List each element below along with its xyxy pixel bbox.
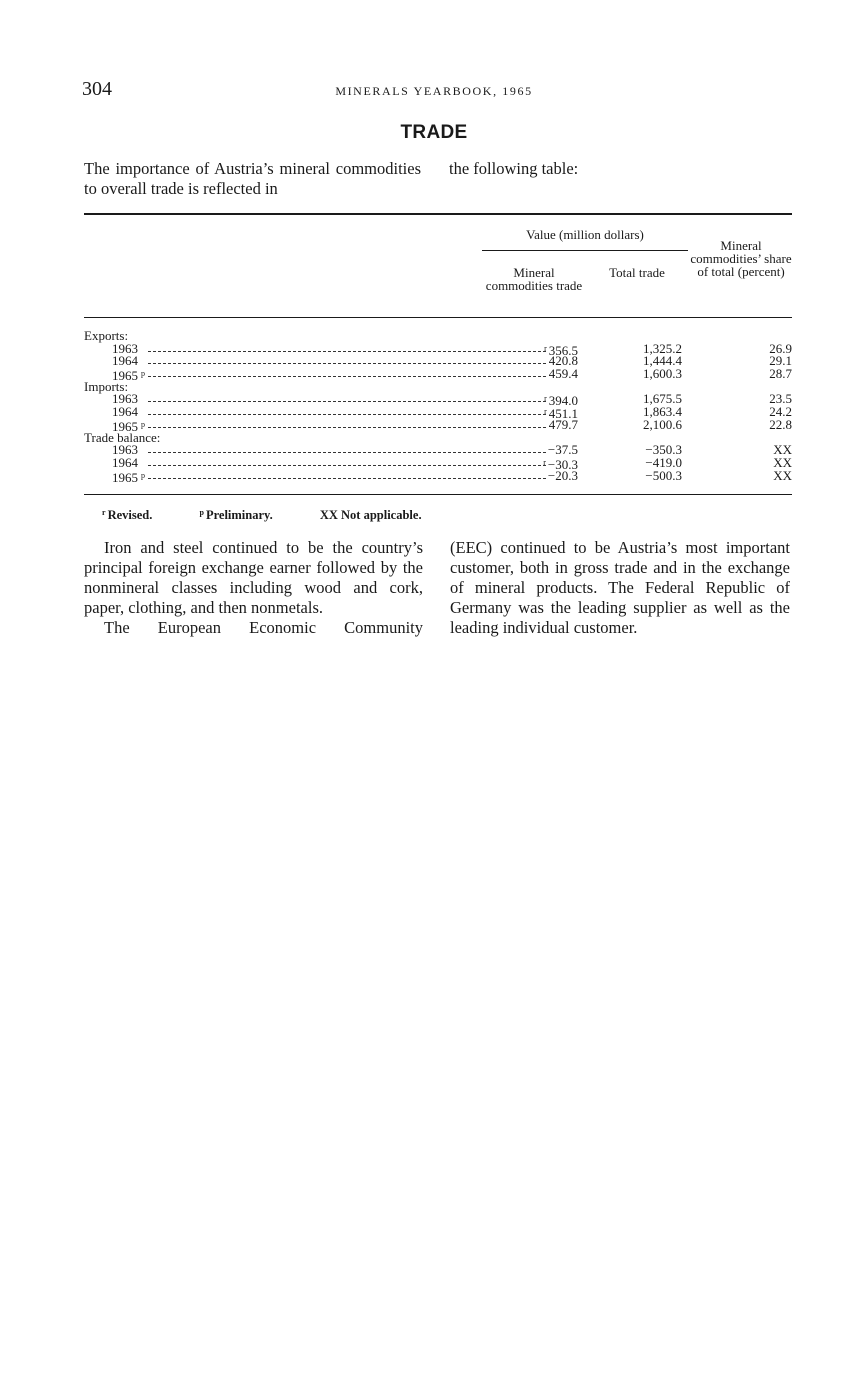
table-group-row — [84, 429, 792, 445]
intro-right-column — [449, 159, 789, 179]
mineral-value-cell: −20.3 — [547, 467, 578, 483]
footnote-preliminary: $^p$ Preliminary. — [199, 508, 273, 522]
leader-dots — [148, 351, 546, 352]
intro-paragraph-left: The importance of Austria’s mineral commodities to overall trade is reflected in — [84, 159, 421, 198]
total-value-cell: 1,863.4 — [643, 404, 682, 420]
row-year: 1964 — [112, 404, 138, 420]
row-year: 1964 — [112, 353, 138, 369]
imports-label: Imports: — [84, 378, 129, 394]
mineral-value-cell: $^r$ 356.5 — [544, 342, 578, 358]
preliminary-mark: p — [141, 369, 145, 379]
preliminary-mark: p — [141, 470, 145, 480]
share-value-cell: 26.9 — [769, 340, 792, 356]
share-value-cell: 22.8 — [769, 416, 792, 432]
total-trade-header: Total trade — [609, 265, 665, 280]
leader-dots — [148, 452, 546, 453]
leader-dots — [148, 363, 546, 364]
total-value-cell: 1,675.5 — [643, 391, 682, 407]
table-row — [84, 355, 792, 368]
mineral-value-cell: 459.4 — [548, 366, 578, 382]
table-row — [84, 404, 792, 422]
section-heading: TRADE — [400, 122, 468, 143]
table-row — [84, 340, 792, 358]
table-top-rule — [84, 213, 792, 215]
value-group-header: Value (million dollars) — [526, 227, 644, 242]
body-right-column — [450, 538, 790, 638]
body-left-column — [84, 538, 423, 638]
total-value-cell: −419.0 — [645, 454, 682, 470]
share-value-cell: XX — [773, 467, 792, 483]
row-year: 1963 — [112, 340, 138, 356]
footnote-revised: $^r$ Revised. — [102, 508, 153, 522]
preliminary-mark: p — [141, 419, 145, 429]
share-value-cell: XX — [773, 454, 792, 470]
total-value-cell: 1,444.4 — [643, 353, 682, 369]
table-row — [84, 391, 792, 409]
table-bottom-rule — [84, 494, 792, 495]
table-group-row — [84, 378, 792, 394]
row-year: 1964 — [112, 454, 138, 470]
share-value-cell: 28.7 — [769, 366, 792, 382]
share-value-cell: 24.2 — [769, 404, 792, 420]
table-row — [84, 444, 792, 457]
table-footnotes — [102, 508, 444, 523]
share-value-cell: XX — [773, 442, 792, 458]
leader-dots — [148, 401, 546, 402]
intro-left-column — [84, 159, 421, 199]
share-header: Mineral commodities’ share of total (percent) — [690, 238, 792, 279]
leader-dots — [148, 427, 546, 428]
revised-mark: r — [543, 457, 546, 467]
running-head: MINERALS YEARBOOK, 1965 — [335, 84, 533, 98]
table-group-row — [84, 330, 792, 343]
revised-mark: r — [544, 407, 547, 417]
mineral-value-cell: 479.7 — [548, 416, 578, 432]
leader-dots — [148, 478, 546, 479]
exports-label: Exports: — [84, 328, 129, 343]
share-value-cell: 29.1 — [769, 353, 792, 369]
leader-dots — [148, 376, 546, 377]
total-value-cell: −350.3 — [645, 442, 682, 458]
group-header-rule — [482, 250, 688, 251]
table-row — [84, 454, 792, 472]
mineral-value-cell: −37.5 — [547, 442, 578, 458]
row-year: 1965 $^p$ — [112, 368, 145, 384]
total-value-cell: 2,100.6 — [643, 416, 682, 432]
row-year: 1965 $^p$ — [112, 469, 145, 485]
total-value-cell: 1,600.3 — [643, 366, 682, 382]
header-bottom-rule — [84, 317, 792, 318]
table-row — [84, 467, 792, 485]
mineral-value-cell: $^r$ 451.1 — [544, 406, 578, 422]
mineral-value-cell: 420.8 — [548, 353, 578, 369]
table-row — [84, 366, 792, 384]
total-value-cell: 1,325.2 — [643, 340, 682, 356]
mineral-value-cell: $^r$ −30.3 — [543, 456, 578, 472]
share-value-cell: 23.5 — [769, 391, 792, 407]
footnote-not-applicable: XX Not applicable. — [319, 508, 422, 522]
revised-mark: r — [544, 394, 547, 404]
body-paragraph: The European Economic Community — [104, 618, 423, 637]
body-paragraph: Iron and steel continued to be the country’s principal foreign exchange earner followed by the nonmineral classes including wood and cork, paper, clothing, and then nonmetals. — [84, 538, 423, 617]
page-number: 304 — [82, 78, 112, 100]
row-year: 1963 — [112, 442, 138, 458]
row-year: 1965 $^p$ — [112, 418, 145, 434]
mineral-trade-header: Mineral commodities trade — [485, 265, 583, 293]
trade-balance-label: Trade balance: — [84, 429, 161, 445]
total-value-cell: −500.3 — [645, 467, 682, 483]
trade-table-body — [84, 328, 792, 485]
table-row — [84, 416, 792, 434]
leader-dots — [148, 414, 546, 415]
intro-paragraph-right: the following table: — [449, 159, 579, 178]
mineral-value-cell: $^r$ 394.0 — [544, 393, 578, 409]
revised-mark: r — [544, 343, 547, 353]
row-year: 1963 — [112, 391, 138, 407]
leader-dots — [148, 465, 546, 466]
body-paragraph: (EEC) continued to be Austria’s most important customer, both in gross trade and in the exchange of mineral products. The Federal Republic of Germany was the leading supplier as well as the leading individual customer. — [450, 538, 790, 637]
